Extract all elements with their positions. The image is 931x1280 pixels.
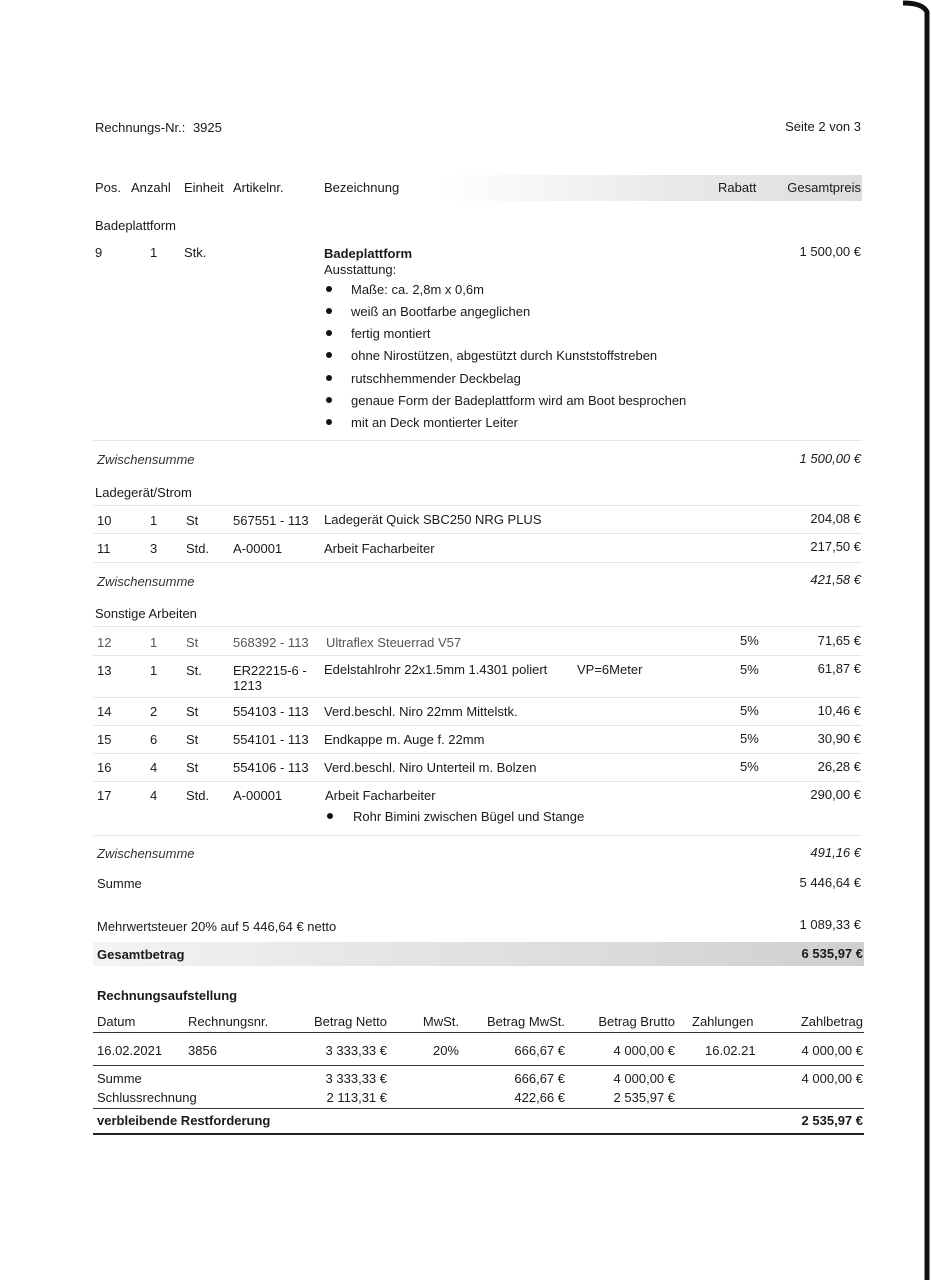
item-total: 217,50 € [810, 539, 861, 554]
grand-total-bar [93, 942, 864, 966]
row-divider [93, 835, 862, 836]
item-pos: 15 [97, 732, 112, 747]
statement-cell: 4 000,00 € [801, 1043, 863, 1058]
invoice-number-line [95, 120, 222, 135]
item-description: Badeplattform [324, 246, 413, 261]
item-article: 554101 - 113 [233, 732, 309, 747]
item-description: Ladegerät Quick SBC250 NRG PLUS [324, 512, 542, 527]
item-qty: 1 [150, 663, 158, 678]
group-title: Badeplattform [95, 218, 176, 233]
item-pos: 17 [97, 788, 112, 803]
sum-label: Summe [97, 876, 142, 891]
statement-cell: 20% [432, 1043, 459, 1058]
subtotal-label: Zwischensumme [97, 574, 195, 589]
statement-title: Rechnungsaufstellung [97, 988, 238, 1003]
subtotal-value: 491,16 € [810, 845, 861, 860]
statement-col-invoice: Rechnungsnr. [188, 1014, 269, 1029]
item-article: 568392 - 113 [233, 635, 309, 650]
item-total: 71,65 € [817, 633, 861, 648]
invoice-number: 3925 [192, 120, 222, 135]
statement-cell: 2 535,97 € [613, 1090, 675, 1105]
statement-cell: 666,67 € [514, 1071, 565, 1086]
item-unit: Stk. [184, 245, 207, 260]
invoice-number-label: Rechnungs-Nr.: [95, 120, 186, 135]
item-total: 61,87 € [817, 661, 861, 676]
item-total: 10,46 € [817, 703, 861, 718]
grand-total-label: Gesamtbetrag [97, 947, 185, 962]
statement-col-net: Betrag Netto [314, 1014, 387, 1029]
col-total: Gesamtpreis [787, 180, 861, 195]
feature-item: mit an Deck montierter Leiter [351, 415, 518, 430]
remaining-value: 2 535,97 € [801, 1113, 863, 1128]
statement-col-amount: Zahlbetrag [800, 1014, 863, 1029]
statement-cell: 2 113,31 € [326, 1090, 387, 1105]
statement-cell: 3 333,33 € [325, 1071, 387, 1086]
feature-item: Maße: ca. 2,8m x 0,6m [351, 282, 484, 297]
item-unit: Std. [186, 788, 210, 803]
vat-label: Mehrwertsteuer 20% auf 5 446,64 € netto [97, 919, 337, 934]
item-total: 290,00 € [810, 787, 861, 802]
item-total: 26,28 € [817, 759, 861, 774]
feature-item: weiß an Bootfarbe angeglichen [351, 304, 531, 319]
feature-item: genaue Form der Badeplattform wird am Boot besprochen [351, 393, 687, 408]
item-qty: 6 [150, 732, 158, 747]
row-divider [93, 626, 862, 627]
statement-final-rule [93, 1108, 864, 1109]
item-qty: 4 [150, 788, 158, 803]
item-pos: 16 [97, 760, 112, 775]
statement-col-vat-rate: MwSt. [422, 1014, 459, 1029]
sum-value: 5 446,64 € [799, 875, 861, 890]
item-article-cont: 1213 [233, 678, 262, 693]
statement-cell: 16.02.21 [705, 1043, 756, 1058]
col-description: Bezeichnung [324, 180, 400, 195]
bullet-icon [326, 330, 332, 336]
item-pos: 12 [97, 635, 112, 650]
row-divider [93, 753, 862, 754]
row-divider [93, 781, 862, 782]
feature-item: Rohr Bimini zwischen Bügel und Stange [353, 809, 585, 824]
grand-total-value: 6 535,97 € [801, 946, 863, 961]
subtotal-value: 421,58 € [810, 572, 861, 587]
feature-item: ohne Nirostützen, abgestützt durch Kunststoffstreben [351, 348, 658, 363]
item-description: Arbeit Facharbeiter [324, 541, 435, 556]
item-pos: 13 [97, 663, 112, 678]
col-discount: Rabatt [718, 180, 757, 195]
feature-item: rutschhemmender Deckbelag [351, 371, 521, 386]
subtotal-label: Zwischensumme [97, 846, 195, 861]
item-pos: 10 [97, 513, 112, 528]
statement-cell: 4 000,00 € [613, 1043, 675, 1058]
item-total: 1 500,00 € [799, 244, 861, 259]
remaining-label: verbleibende Restforderung [97, 1113, 271, 1128]
item-qty: 4 [150, 760, 158, 775]
item-article: 567551 - 113 [233, 513, 309, 528]
group-title: Ladegerät/Strom [95, 485, 192, 500]
col-pos: Pos. [95, 180, 122, 195]
item-article: 554106 - 113 [233, 760, 309, 775]
subtotal-label: Zwischensumme [97, 452, 195, 467]
page-indicator: Seite 2 von 3 [785, 119, 861, 134]
item-discount: 5% [740, 633, 759, 648]
item-description: Edelstahlrohr 22x1.5mm 1.4301 poliert [324, 662, 548, 677]
col-qty: Anzahl [131, 180, 171, 195]
item-qty: 2 [150, 704, 158, 719]
bullet-icon [326, 308, 332, 314]
statement-cell: Summe [97, 1071, 142, 1086]
bullet-icon [326, 375, 332, 381]
statement-col-gross: Betrag Brutto [598, 1014, 675, 1029]
item-description: Verd.beschl. Niro Unterteil m. Bolzen [324, 760, 537, 775]
statement-cell: 4 000,00 € [801, 1071, 863, 1086]
col-article: Artikelnr. [233, 180, 284, 195]
item-qty: 1 [150, 245, 158, 260]
item-total: 204,08 € [810, 511, 861, 526]
item-unit: St [186, 760, 199, 775]
statement-col-vat: Betrag MwSt. [486, 1014, 565, 1029]
row-divider [93, 505, 862, 506]
item-unit: St [186, 635, 199, 650]
item-description-extra: VP=6Meter [577, 662, 643, 677]
col-unit: Einheit [184, 180, 224, 195]
item-unit: St. [186, 663, 202, 678]
item-pos: 11 [97, 541, 111, 556]
item-article: A-00001 [233, 541, 283, 556]
row-divider [93, 440, 862, 441]
statement-cell: 3 333,33 € [325, 1043, 387, 1058]
row-divider [93, 655, 862, 656]
statement-cell: 666,67 € [514, 1043, 565, 1058]
statement-cell: 422,66 € [514, 1090, 565, 1105]
item-description: Verd.beschl. Niro 22mm Mittelstk. [324, 704, 518, 719]
vat-value: 1 089,33 € [799, 917, 861, 932]
statement-cell: 3856 [188, 1043, 217, 1058]
bullet-icon [326, 352, 332, 358]
statement-cell: 16.02.2021 [97, 1043, 163, 1058]
scan-edge-mark [903, 0, 931, 1280]
bullet-icon [326, 286, 332, 292]
statement-col-date: Datum [97, 1014, 136, 1029]
statement-col-payments: Zahlungen [692, 1014, 754, 1029]
item-qty: 3 [150, 541, 158, 556]
subtotal-value: 1 500,00 € [799, 451, 861, 466]
item-unit: St [186, 513, 199, 528]
item-discount: 5% [740, 662, 759, 677]
statement-header-rule [93, 1032, 864, 1033]
item-discount: 5% [740, 703, 759, 718]
item-article: A-00001 [233, 788, 283, 803]
bullet-icon [327, 813, 333, 819]
item-description: Ultraflex Steuerrad V57 [326, 635, 462, 650]
row-divider [93, 562, 862, 563]
group-title: Sonstige Arbeiten [95, 606, 197, 621]
item-qty: 1 [150, 513, 158, 528]
statement-bottom-rule [93, 1133, 864, 1135]
item-article: 554103 - 113 [233, 704, 309, 719]
item-subtitle: Ausstattung: [324, 262, 397, 277]
item-discount: 5% [740, 759, 759, 774]
item-unit: Std. [186, 541, 210, 556]
item-qty: 1 [150, 635, 158, 650]
item-description: Arbeit Facharbeiter [325, 788, 436, 803]
statement-cell: 4 000,00 € [613, 1071, 675, 1086]
item-pos: 14 [97, 704, 112, 719]
item-discount: 5% [740, 731, 759, 746]
feature-item: fertig montiert [351, 326, 431, 341]
statement-body-rule [93, 1065, 864, 1066]
bullet-icon [326, 419, 332, 425]
row-divider [93, 697, 862, 698]
item-unit: St [186, 704, 199, 719]
row-divider [93, 725, 862, 726]
item-total: 30,90 € [817, 731, 861, 746]
item-unit: St [186, 732, 199, 747]
bullet-icon [326, 397, 332, 403]
row-divider [93, 533, 862, 534]
item-description: Endkappe m. Auge f. 22mm [324, 732, 485, 747]
item-pos: 9 [95, 245, 103, 260]
statement-cell: Schlussrechnung [97, 1090, 197, 1105]
item-article: ER22215-6 - [233, 663, 307, 678]
